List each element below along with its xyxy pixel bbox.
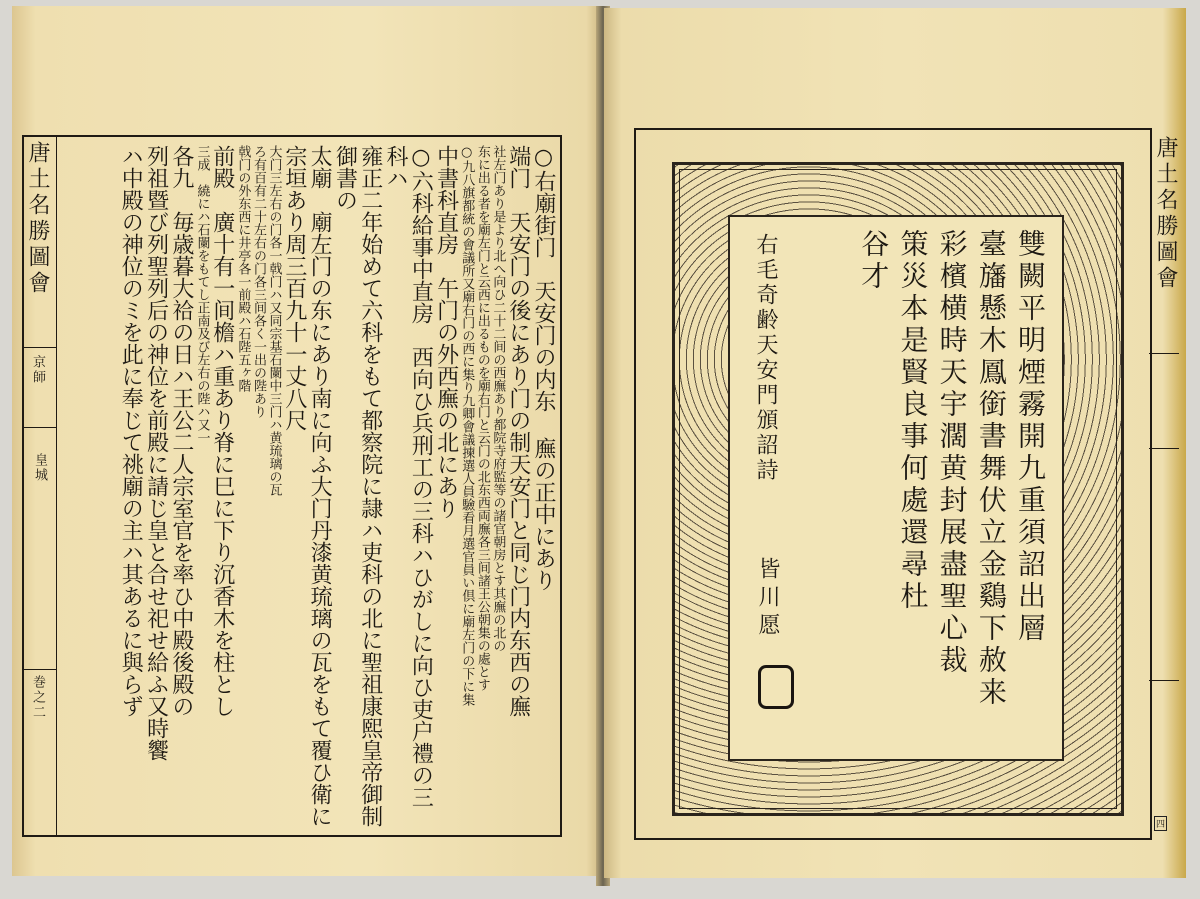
text-column: 中書科直房 午门の外西廡の北にあり [433, 145, 459, 519]
margin-book-title: 唐土名勝圖會 [1153, 136, 1178, 292]
text-column: ハ中殿の神位のミを此に奉じて祧廟の主ハ其あるに與らず [118, 145, 144, 717]
text-column: ○右廟街门 天安门の内东 廡の正中にあり [531, 145, 556, 591]
text-column: 戟门の外东西に井亭各一前殿ハ石陛五ヶ階 [235, 145, 251, 392]
calligrapher-name: 皆川愿 [755, 557, 780, 641]
poem [810, 229, 1050, 749]
right-page [604, 8, 1186, 878]
margin-rule [56, 137, 57, 835]
margin-divider [24, 669, 56, 670]
text-column: 列祖暨び列聖列后の神位を前殿に請じ皇と合せ祀せ給ふ又時饗 [143, 145, 169, 761]
margin-volume: 巻之二 [30, 675, 45, 720]
artist-seal [758, 665, 794, 709]
poem-title: 右毛奇齢天安門頒詔詩 [753, 233, 778, 483]
margin-divider [24, 347, 56, 348]
left-page [12, 6, 604, 876]
margin-subsection: 皇城 [32, 453, 47, 483]
poem-line: 策災本是賢良事何處還尋杜 [896, 229, 930, 613]
left-page-border [22, 135, 562, 837]
poem-line: 谷才 [857, 229, 891, 293]
main-text [62, 145, 556, 829]
text-column: 前殿 廣十有一间檐ハ重あり脊に巳に下り沉香木を柱とし [209, 145, 235, 717]
poem-line: 臺旛懸木鳳銜書舞伏立金鷄下赦来 [974, 229, 1008, 709]
text-column: 太廟 廟左门の东にあり南に向ふ大门丹漆黄琉璃の瓦をもて覆ひ衛に宗垣あり周三百九十一丈八尺 [281, 145, 333, 827]
text-column: ○九八旗都統の會議所又廟右门の西に集り九卿會議揀選人員驗看月選官員い倶に廟左门の下に集 [459, 145, 475, 706]
margin-divider [1149, 448, 1179, 449]
margin-book-title: 唐土名勝圖會 [25, 141, 50, 297]
text-column: ろ有百有二十左右の门各三间各く一出の陛あり [250, 145, 266, 418]
text-column: ○六科給事中直房 西向ひ兵刑工の三科ハひがしに向ひ吏户禮の三科ハ [383, 145, 434, 808]
text-column: 社左门あり是より北へ向ひ二十二间の西廡あり都院寺府監等の諸官朝房とす其廡の北の [490, 145, 506, 652]
text-column: 各九 毎歳暮大祫の日ハ王公二人宗室官を率ひ中殿後殿の [168, 145, 194, 717]
poem-line: 雙闕平明煙霧開九重須詔出層 [1014, 229, 1047, 645]
margin-divider [1149, 353, 1179, 354]
text-column: 雍正二年始めて六科をもて都察院に隷ハ吏科の北に聖祖康熙皇帝御制御書の [332, 145, 383, 827]
text-column: 三成 繞にハ石闌をもてし正南及び左右の陛ハ又一 [194, 145, 210, 444]
text-column: 端门 天安门の後にあり门の制天安门と同じ门内东西の廡 [505, 145, 531, 717]
text-column: 东に出る者を廟左门と云西に出るものを廟右门と云门の北东西両廡各三间諸王公朝集の處とす [474, 145, 490, 691]
margin-divider [1149, 680, 1179, 681]
page-number: 四 [1154, 816, 1167, 831]
text-column: 大门三左右の门各一戟门ハ又同宗基石闌中三门ハ黄琉璃の瓦 [266, 145, 282, 496]
poem-line: 彩檳横時天宇濶黄封展盡聖心裁 [935, 229, 969, 677]
margin-section: 京師 [30, 355, 45, 385]
poem-panel [728, 215, 1064, 761]
margin-divider [24, 427, 56, 428]
